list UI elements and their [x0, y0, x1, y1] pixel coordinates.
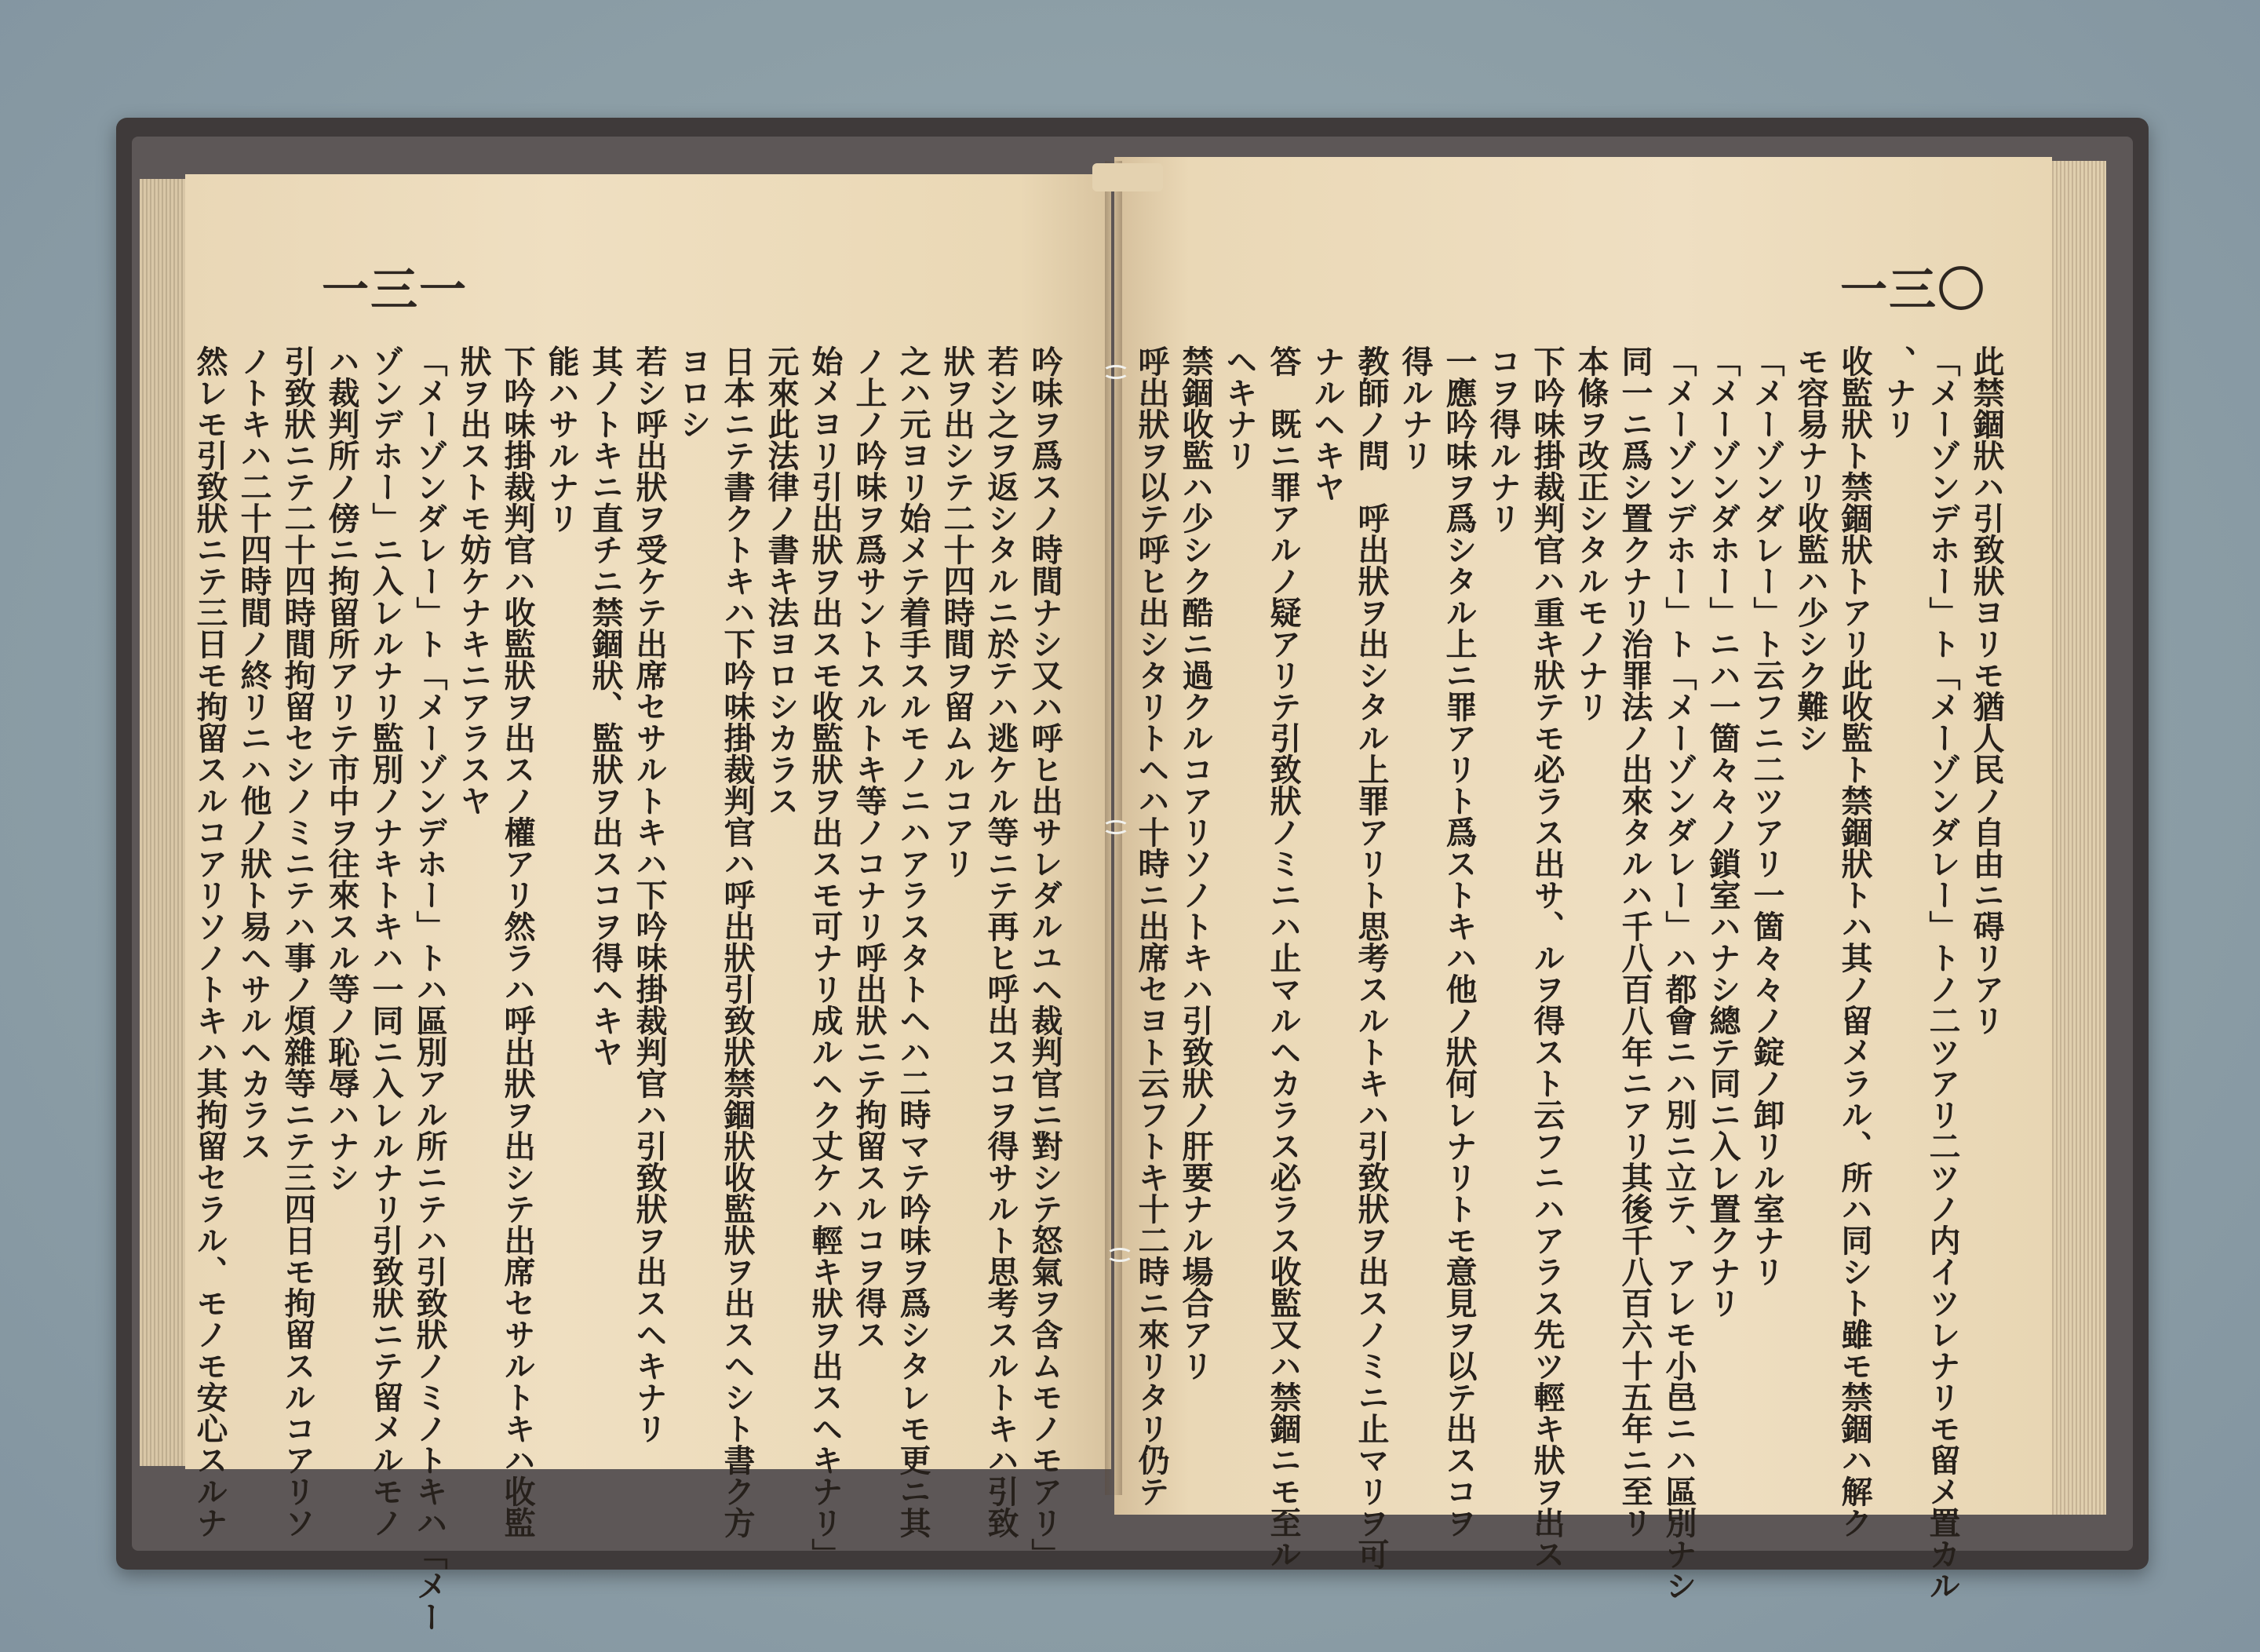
text-column: 此禁錮狀ハ引致狀ヨリモ猶人民ノ自由ニ碍リアリ — [1968, 345, 2005, 1036]
text-column: ノ上ノ吟味ヲ爲サントスルトキ等ノコナリ呼出狀ニテ拘留スルコヲ得ス — [851, 345, 888, 1350]
text-column: 、ナリ — [1880, 345, 1917, 439]
text-column: 元來此法律ノ書キ法ヨロシカラス — [763, 345, 800, 816]
text-column: ヘキナリ — [1221, 345, 1258, 471]
text-column: 引致狀ニテ二十四時間拘留セシノミニテハ事ノ煩雜等ニテ三四日モ拘留スルコアリソ — [279, 345, 316, 1538]
text-column: 呼出狀ヲ以テ呼ヒ出シタリトヘハ十時ニ出席セヨト云フトキ十二時ニ來リタリ仍テ — [1133, 345, 1170, 1507]
text-column: 然レモ引致狀ニテ三日モ拘留スルコアリソノトキハ其拘留セラル、モノモ安心スルナ — [191, 345, 228, 1538]
page-edges-left — [140, 179, 187, 1466]
text-column: 始メヨリ引出狀ヲ出スモ收監狀ヲ出スモ可ナリ成ルヘク丈ケハ輕キ狀ヲ出スヘキナリ」 — [807, 345, 844, 1570]
text-column: 下吟味掛裁判官ハ收監狀ヲ出スノ權アリ然ラハ呼出狀ヲ出シテ出席セサルトキハ收監 — [499, 345, 536, 1538]
text-column: 「メーゾンダホー」ニハ一箇々々ノ鎖室ハナシ總テ同ニ入レ置クナリ — [1704, 345, 1741, 1318]
text-column: ノトキハ二十四時間ノ終リニハ他ノ狀ト易ヘサルヘカラス — [235, 345, 272, 1162]
text-column: 一應吟味ヲ爲シタル上ニ罪アリト爲ストキハ他ノ狀何レナリトモ意見ヲ以テ出スコヲ — [1441, 345, 1478, 1538]
text-column: コヲ得ルナリ — [1485, 345, 1522, 534]
text-column: 狀ヲ出ストモ妨ケナキニアラスヤ — [455, 345, 492, 816]
page-number-left: 一三一 — [322, 263, 468, 318]
page-number-right: 一三〇 — [1840, 263, 1986, 318]
text-column: 同一ニ爲シ置クナリ治罪法ノ出來タルハ千八百八年ニアリ其後千八百六十五年ニ至リ — [1617, 345, 1653, 1538]
text-column: 吟味ヲ爲スノ時間ナシ又ハ呼ヒ出サレダルユヘ裁判官ニ對シテ怒氣ヲ含ムモノモアリ」 — [1026, 345, 1063, 1570]
text-column: 狀ヲ出シテ二十四時間ヲ留ムルコアリ — [939, 345, 975, 879]
text-column: モ容易ナリ收監ハ少シク難シ — [1792, 345, 1829, 753]
text-column: 「メーゾンデホー」ト「メーゾンダレー」ハ都會ニハ別ニ立テ、アレモ小邑ニハ區別ナシ — [1660, 345, 1697, 1601]
text-column: 若シ之ヲ返シタルニ於テハ逃ケル等ニテ再ヒ呼出スコヲ得サルト思考スルトキハ引致 — [982, 345, 1019, 1538]
text-column: 「メーゾンダレー」ト「メーゾンデホー」トハ區別アル所ニテハ引致狀ノミノトキハ「メー — [411, 345, 448, 1632]
text-column: ゾンデホー」ニ入レルナリ監別ノナキトキハ一同ニ入レルナリ引致狀ニテ留メルモノ — [367, 345, 404, 1538]
spine-tab — [1092, 163, 1163, 191]
text-column: 收監狀ト禁錮狀トアリ此收監ト禁錮狀トハ其ノ留メラル、所ハ同シト雖モ禁錮ハ解ク — [1836, 345, 1873, 1538]
binding-stitch — [1103, 365, 1129, 379]
text-column: 下吟味掛裁判官ハ重キ狀テモ必ラス出サ、ルヲ得スト云フニハアラス先ツ輕キ狀ヲ出ス — [1529, 345, 1566, 1570]
text-column: 之ハ元ヨリ始メテ着手スルモノニハアラスタトヘハ二時マテ吟味ヲ爲シタレモ更ニ其 — [895, 345, 931, 1538]
text-column: 能ハサルナリ — [543, 345, 580, 534]
text-column: ナルヘキヤ — [1309, 345, 1346, 502]
text-column: ヨロシ — [675, 345, 712, 439]
text-column: ハ裁判所ノ傍ニ拘留所アリテ市中ヲ往來スル等ノ恥辱ハナシ — [323, 345, 360, 1193]
text-column: 其ノトキニ直チニ禁錮狀、監狀ヲ出スコヲ得ヘキヤ — [587, 345, 624, 1067]
text-column: 若シ呼出狀ヲ受ケテ出席セサルトキハ下吟味掛裁判官ハ引致狀ヲ出スヘキナリ — [631, 345, 668, 1444]
text-column: 得ルナリ — [1397, 345, 1434, 471]
text-column: 本條ヲ改正シタルモノナリ — [1573, 345, 1609, 722]
text-column: 答 既ニ罪アルノ疑アリテ引致狀ノミニハ止マルヘカラス必ラス收監又ハ禁錮ニモ至ル — [1265, 345, 1302, 1570]
page-edges-right — [2050, 161, 2106, 1515]
text-column: 日本ニテ書クトキハ下吟味掛裁判官ハ呼出狀引致狀禁錮狀收監狀ヲ出スヘシト書ク方 — [719, 345, 756, 1538]
text-column: 「メーゾンデホー」ト「メーゾンダレー」トノ二ツアリ二ツノ内イツレナリモ留メ置カル — [1924, 345, 1961, 1601]
text-column: 禁錮收監ハ少シク酷ニ過クルコアリソノトキハ引致狀ノ肝要ナル場合アリ — [1177, 345, 1214, 1381]
text-column: 教師ノ問 呼出狀ヲ出シタル上罪アリト思考スルトキハ引致狀ヲ出スノミニ止マリヲ可 — [1353, 345, 1390, 1570]
binding-stitch — [1103, 820, 1129, 834]
text-column: 「メーゾンダレー」ト云フニ二ツアリ一箇々々ノ錠ノ卸リル室ナリ — [1748, 345, 1785, 1287]
